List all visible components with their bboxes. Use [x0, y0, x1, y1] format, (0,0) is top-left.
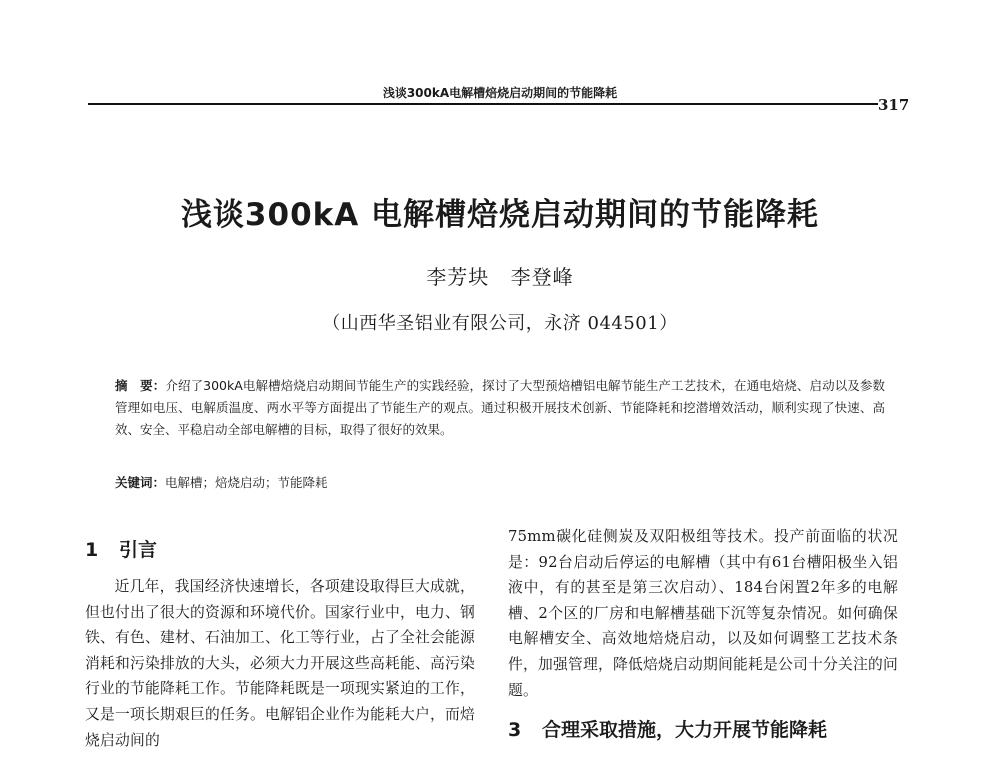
affiliation: （山西华圣铝业有限公司，永济 044501）	[322, 313, 678, 334]
section-3-title: 合理采取措施，大力开展节能降耗	[542, 719, 828, 742]
section-1-number: 1	[85, 539, 99, 561]
article-title: 浅谈300kA 电解槽焙烧启动期间的节能降耗	[180, 197, 820, 233]
abstract-label: 摘 要：	[115, 378, 166, 393]
right-column	[508, 524, 898, 742]
authors: 李芳块 李登峰	[426, 265, 574, 289]
page-number: 317	[878, 96, 910, 114]
section-3-number: 3	[508, 719, 522, 742]
section-1-heading	[85, 535, 475, 562]
intro-paragraph: 近几年，我国经济快速增长，各项建设取得巨大成就，但也付出了很大的资源和环境代价。国家行业中，电力、钢铁、有色、建材、石油加工、化工等行业，占了全社会能源消耗和污染排放的大头，必须大力开展这些高耗能、高污染行业的节能降耗工作。节能降耗既是一项现实紧迫的工作，又是一项长期艰巨的任务。电解铝企业作为能耗大户，而焙烧启动间的	[85, 578, 475, 749]
header-rule	[88, 103, 878, 105]
keywords	[115, 473, 885, 491]
abstract	[115, 375, 885, 441]
keywords-text: 电解槽；焙烧启动；节能降耗	[165, 475, 328, 490]
left-column	[85, 524, 475, 753]
section-3-heading	[508, 715, 898, 742]
keywords-label: 关键词：	[115, 475, 166, 490]
abstract-text: 介绍了300kA电解槽焙烧启动期间节能生产的实践经验，探讨了大型预焙槽铝电解节能生产工艺技术，在通电焙烧、启动以及参数管理如电压、电解质温度、两水平等方面提出了节能生产的观点。通过积极开展技术创新、节能降耗和挖潜增效活动，顺利实现了快速、高效、安全、平稳启动全部电解槽的目标，取得了很好的效果。	[115, 378, 885, 437]
continued-paragraph: 75mm碳化硅侧炭及双阳极组等技术。投产前面临的状况是：92台启动后停运的电解槽（其中有61台槽阳极坐入铝液中，有的甚至是第三次启动）、184台闲置2年多的电解槽、2个区的厂房和电解槽基础下沉等复杂情况。如何确保电解槽安全、高效地焙烧启动，以及如何调整工艺技术条件，加强管理，降低焙烧启动期间能耗是公司十分关注的问题。	[508, 528, 898, 699]
section-1-title: 引言	[119, 539, 158, 561]
running-header: 浅谈300kA电解槽焙烧启动期间的节能降耗	[382, 86, 618, 100]
